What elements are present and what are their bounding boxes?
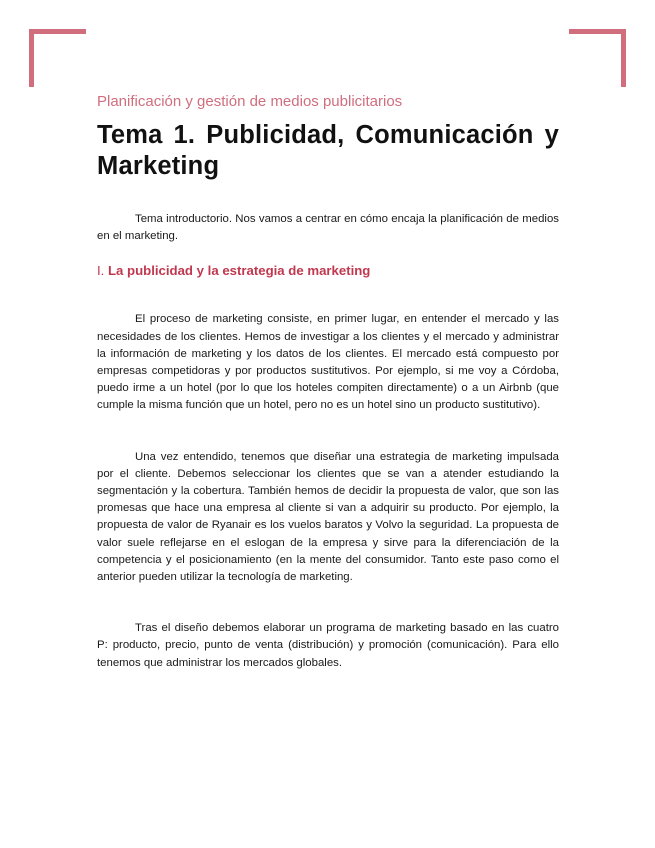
body-paragraph: Tras el diseño debemos elaborar un programa de marketing basado en las cuatro P: producto, precio, punto de venta (distribución) y promoción (comunicación). Para ello tenemos que administrar los mercados globales. <box>97 622 559 669</box>
section-heading <box>97 262 559 280</box>
body-paragraph: Una vez entendido, tenemos que diseñar una estrategia de marketing impulsada por el cliente. Debemos seleccionar los clientes que se van a atender estudiando la segmentación y la cobertura. También hemos de decidir la propuesta de valor, que son las promesas que hace una empresa al cliente si van a adquirir su producto. Por ejemplo, la propuesta de valor de Ryanair es los vuelos baratos y Volvo la seguridad. La propuesta de valor suele reflejarse en el eslogan de la empresa y sirve para la diferenciación de la competencia y el posicionamiento (en la mente del consumidor. Tanto este paso como el anterior pueden utilizar la tecnología de marketing. <box>97 450 559 584</box>
section-number: I. <box>97 263 105 279</box>
section-title: La publicidad y la estrategia de marketing <box>108 263 371 279</box>
page-content <box>97 92 559 672</box>
body-paragraph: El proceso de marketing consiste, en primer lugar, en entender el mercado y las necesidades de los clientes. Hemos de investigar a los clientes y el mercado y administrar la información de marketing y los datos de los clientes. El mercado está compuesto por empresas competidoras y por productos sustitutivos. Por ejemplo, si me voy a Córdoba, puedo irme a un hotel (por lo que los hoteles compiten directamente) o a un Airbnb (que cumple la misma función que un hotel, pero no es un hotel sino un producto sustitutivo). <box>97 313 559 412</box>
intro-paragraph: Tema introductorio. Nos vamos a centrar en cómo encaja la planificación de medios en el marketing. <box>97 213 559 243</box>
corner-mark-top-right <box>569 29 626 87</box>
subject-header: Planificación y gestión de medios publicitarios <box>97 93 403 110</box>
corner-mark-top-left <box>29 29 86 87</box>
page-title: Tema 1. Publicidad, Comunicación y Marketing <box>97 121 559 180</box>
